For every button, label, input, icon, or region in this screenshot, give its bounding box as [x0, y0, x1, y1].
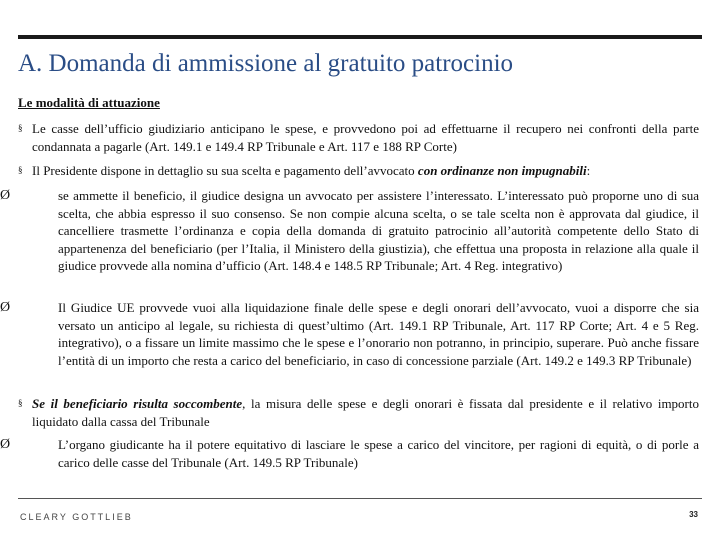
footer-rule: [18, 498, 702, 499]
sub-bullet-liquidation: [0, 299, 699, 369]
arrow-icon: Ø: [0, 188, 11, 203]
bullet-marker: §: [18, 123, 23, 133]
top-rule: [18, 35, 702, 39]
company-logo: CLEARY GOTTLIEB: [20, 512, 133, 522]
bullet-losing-party: [18, 395, 699, 430]
sub-bullet-text: se ammette il beneficio, il giudice designa un avvocato per assistere l’interessato. L’interessato può proporne uno di sua scelta, che abbia espresso il suo consenso. Se non compie alcuna scelta, o se tale scelta non è approvata dal giudice, il cancelliere trasmette l’ordinanza e copia della domanda di gratuito patrocinio all’autorità competente dello Stato di appartenenza del beneficiario (per l’Italia, il Ministero della giustizia), che effettua una proposta in relazione alla quale il giudice provvede alla nomina d’ufficio (Art. 148.4 e 148.5 RP Tribunale; Art. 4 Reg. integrativo): [58, 188, 699, 273]
page-number: 33: [689, 510, 698, 519]
bullet-costs: [18, 120, 699, 155]
bullet-marker: §: [18, 165, 23, 175]
bullet-text: Il Presidente dispone in dettaglio su sua scelta e pagamento dell’avvocato: [32, 163, 418, 178]
sub-bullet-designation: [0, 187, 699, 275]
bullet-text-end: :: [586, 163, 591, 178]
section-subheading: Le modalità di attuazione: [18, 95, 160, 110]
slide-title: A. Domanda di ammissione al gratuito patrocinio: [18, 50, 514, 77]
sub-bullet-text: L’organo giudicante ha il potere equitativo di lasciare le spese a carico del vincitore, per ragioni di equità, o di porle a carico delle casse del Tribunale (Art. 149.5 RP Tribunale): [58, 437, 699, 470]
sub-bullet-text: Il Giudice UE provvede vuoi alla liquidazione finale delle spese e degli onorari dell’avvocato, vuoi a disporre che sia versato un anticipo al legale, su richiesta di quest’ultimo (Art. 149.1 RP Tribunale, Art. 117 RP Corte; Art. 4 e 5 Reg. integrativo), o a fissare un limite massimo che le spese e l’onorario non potranno, in principio, superare. Può anche fissare l’entità di un importo che resta a carico del beneficiario, in caso di concessione parziale (Art. 149.2 e 149.3 RP Tribunale): [58, 300, 699, 368]
sub-bullet-equity: [0, 436, 699, 471]
arrow-icon: Ø: [0, 437, 11, 452]
bullet-emphasis: con ordinanze non impugnabili: [417, 163, 587, 178]
arrow-icon: Ø: [0, 300, 11, 315]
bullet-text: , la misura delle spese e degli onorari è fissata dal presidente e il relativo importo liquidato dalla cassa del Tribunale: [32, 396, 699, 429]
bullet-text: Le casse dell’ufficio giudiziario anticipano le spese, e provvedono poi ad effettuarne il recupero nei confronti della parte condannata a pagarle (Art. 149.1 e 149.4 RP Tribunale e Art. 117 e 188 RP Corte): [32, 121, 699, 154]
bullet-emphasis: Se il beneficiario risulta soccombente: [32, 396, 243, 411]
bullet-president: [18, 162, 699, 180]
bullet-marker: §: [18, 398, 23, 408]
